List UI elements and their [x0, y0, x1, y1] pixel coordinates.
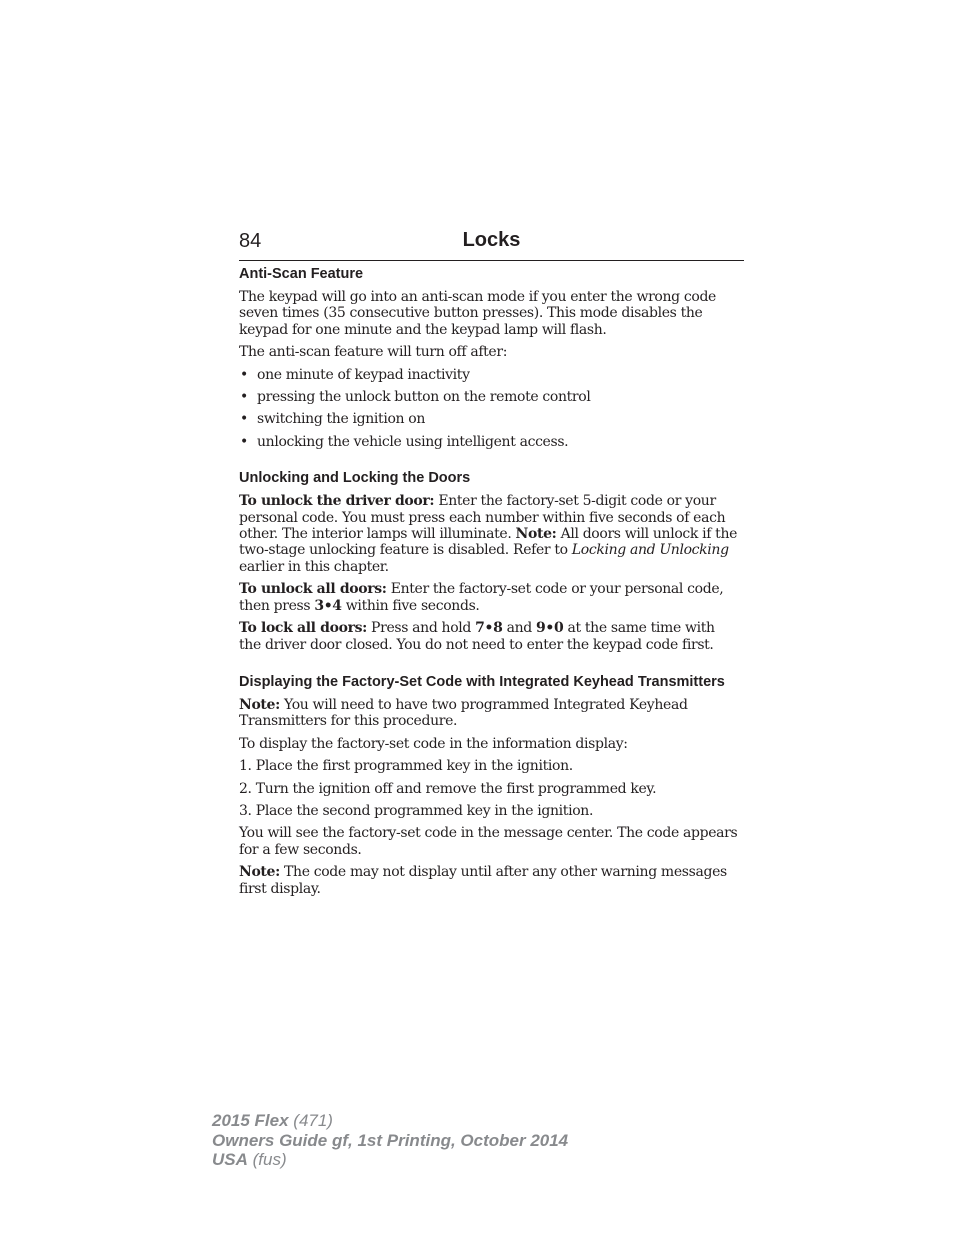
footer-model-line — [212, 1111, 568, 1131]
list-item — [239, 389, 739, 405]
note-text: The code may not display until after any other warning messages first display. — [239, 864, 727, 897]
lock-all-doors-text: and — [502, 620, 537, 637]
factory-code-note — [239, 697, 739, 730]
bullet-icon: • — [240, 366, 248, 383]
unlock-driver-door-text: Enter the factory-set 5-digit code or your personal code. You must press each number within five seconds of each other. The interior lamps will illuminate. — [239, 493, 726, 543]
page-footer — [212, 1111, 568, 1170]
list-item — [239, 434, 739, 450]
footer-market-line — [212, 1150, 568, 1170]
unlock-all-doors-label: To unlock all doors: — [239, 581, 387, 598]
step-3: 3. Place the second programmed key in the ignition. — [239, 802, 594, 819]
lock-all-doors-paragraph — [239, 620, 739, 653]
note-label: Note: — [239, 696, 280, 713]
list-item-text: switching the ignition on — [257, 411, 426, 428]
factory-code-result: You will see the factory-set code in the message center. The code appears for a few seconds. — [239, 825, 738, 858]
list-item — [239, 367, 739, 383]
keypad-keys: 7•8 — [475, 620, 503, 637]
unlock-driver-door-paragraph — [239, 493, 739, 575]
bullet-icon: • — [240, 433, 248, 450]
note-label: Note: — [239, 864, 280, 881]
list-item-text: one minute of keypad inactivity — [257, 366, 470, 383]
footer-model-code: (471) — [288, 1111, 333, 1130]
cross-reference: Locking and Unlocking — [571, 542, 729, 559]
note-label: Note: — [515, 526, 557, 543]
footer-model: 2015 Flex — [212, 1111, 289, 1130]
unlock-all-doors-tail: within five seconds. — [341, 597, 480, 614]
step-2: 2. Turn the ignition off and remove the first programmed key. — [239, 780, 657, 797]
bullet-icon: • — [240, 411, 248, 428]
footer-market-code: (fus) — [247, 1150, 287, 1169]
section-heading-factory-code: Displaying the Factory-Set Code with Integrated Keyhead Transmitters — [239, 673, 725, 690]
unlock-all-doors-paragraph — [239, 581, 739, 614]
unlock-driver-door-tail: earlier in this chapter. — [239, 558, 389, 575]
lock-all-doors-tail: at the same time with the driver door closed. You do not need to enter the keypad code first. — [239, 620, 715, 653]
factory-code-note-2 — [239, 864, 739, 897]
unlock-all-doors-text: Enter the factory-set code or your personal code, then press — [239, 581, 724, 614]
list-item-text: unlocking the vehicle using intelligent access. — [257, 433, 569, 450]
list-item-text: pressing the unlock button on the remote control — [257, 389, 591, 406]
keypad-keys: 9•0 — [536, 620, 564, 637]
unlock-driver-door-label: To unlock the driver door: — [239, 493, 435, 510]
page-content — [239, 266, 739, 897]
step-1: 1. Place the first programmed key in the ignition. — [239, 758, 573, 775]
section-heading-unlocking: Unlocking and Locking the Doors — [239, 470, 471, 487]
anti-scan-description: The keypad will go into an anti-scan mode if you enter the wrong code seven times (35 consecutive button presses). This mode disables the keypad for one minute and the keypad lamp will flash. — [239, 289, 716, 338]
page-header — [239, 227, 744, 261]
footer-market: USA — [212, 1150, 248, 1169]
page-number: 84 — [239, 230, 262, 252]
list-item — [239, 411, 739, 427]
footer-guide: Owners Guide gf, 1st Printing, October 2014 — [212, 1130, 569, 1150]
note-text: You will need to have two programmed Integrated Keyhead Transmitters for this procedure. — [239, 696, 688, 730]
bullet-icon: • — [240, 389, 248, 406]
unlock-driver-door-note: All doors will unlock if the two-stage unlocking feature is disabled. Refer to — [239, 526, 738, 559]
chapter-title: Locks — [462, 229, 521, 251]
anti-scan-intro: The anti-scan feature will turn off after: — [239, 344, 508, 361]
lock-all-doors-label: To lock all doors: — [239, 620, 367, 637]
lock-all-doors-text: Press and hold — [366, 620, 476, 637]
anti-scan-list — [239, 367, 739, 451]
factory-code-intro: To display the factory-set code in the information display: — [239, 735, 628, 752]
section-heading-anti-scan: Anti-Scan Feature — [239, 266, 364, 282]
keypad-keys: 3•4 — [314, 597, 342, 614]
